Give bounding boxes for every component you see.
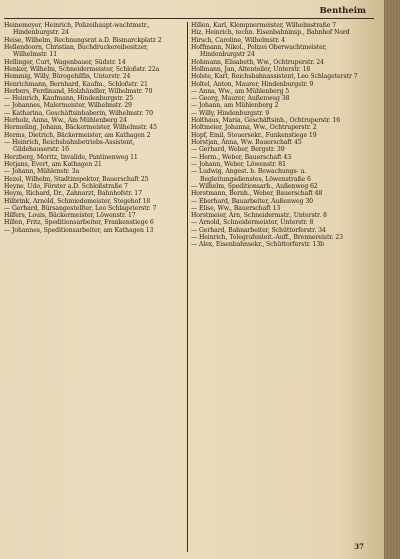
- directory-entry: Horstmann, Bernh., Weber, Bauerschaft 48: [191, 190, 323, 198]
- page-edge: [384, 0, 400, 559]
- directory-entry: — Gerhard, Bahnarbeiter, Schüttorferstr. 34: [191, 226, 326, 234]
- directory-entry: Horstmeier, Arn, Schneidermstr., Unterstr. 8: [191, 212, 327, 220]
- directory-entry: Holtmeier, Johanna, Ww., Ochtruperstr. 2: [191, 124, 317, 132]
- directory-entry: Herms, Dietrich, Bäckermeister, am Kathagen 2: [4, 131, 151, 139]
- directory-entry: — Johannes, Malermeister, Wilhelmstr. 29: [4, 102, 132, 110]
- directory-entry: Hilfers, Louis, Bäckermeister, Löwenstr. 17: [4, 212, 136, 220]
- directory-entry: — Johann, am Mühlenberg 2: [191, 102, 279, 110]
- directory-entry: — Heinrich, Telegrafenleit.-Auff., Brennereistr. 23: [191, 234, 343, 242]
- directory-entry: — Eberhard, Bauarbeiter, Außenweg 30: [191, 197, 313, 205]
- column-divider: [187, 22, 188, 552]
- left-column: [4, 22, 182, 234]
- directory-entry: Herzberg, Moritz, Invalide, Pantinenweg 11: [4, 153, 138, 161]
- directory-entry: Hellinger, Curt, Wagenbauer, Südstr. 14: [4, 58, 126, 66]
- directory-entry: — Johann, Weber, Löwenstr. 81: [191, 160, 286, 168]
- directory-entry: Hohmann, Elisabeth, Ww., Ochtruperstr. 24: [191, 58, 324, 66]
- directory-entry: — Gerhard, Bürsangestellter, Leo Schlageterstr. 7: [4, 204, 157, 212]
- directory-entry: Heise, Wilhelm, Rechnungsrat a.D. Bismarckplatz 2: [4, 36, 162, 44]
- directory-entry: — Georg, Maurer, Außenweg 38: [191, 95, 290, 103]
- directory-entry: Heym, Richard, Dr., Zahnarzt, Bahnhofstr. 17: [4, 190, 142, 198]
- directory-entry: Henker, Wilhelm, Schneidermeister, Schloßstr. 22a: [4, 65, 160, 73]
- directory-entry: — Willy, Hindenburgstr. 9: [191, 109, 270, 117]
- directory-entry: Hollmann, Jan, Altenteiler, Unterstr. 18: [191, 65, 311, 73]
- directory-entry: Hopf, Emil, Steuersekr., Funkenstiege 19: [191, 131, 317, 139]
- directory-entry: Horstjan, Anna, Ww. Bauerschaft 45: [191, 139, 302, 146]
- directory-entry: Hillen, Karl, Klempnermeister, Wilhelmstraße 7: [191, 22, 336, 29]
- directory-entry: Henrichmann, Bernhard, Kaufm., Schloßstr. 21: [4, 80, 148, 88]
- directory-entry: — Arnold, Schneidermeister, Unterstr. 8: [191, 219, 314, 227]
- directory-entry: — Wilhelm, Speditionsarb., Außenweg 62: [191, 182, 318, 190]
- directory-entry: Hezel, Wilhelm, Stadtinspektor, Bauerschaft 25: [4, 175, 149, 183]
- header-rule: [4, 18, 374, 19]
- directory-entry: Hillen, Fritz, Speditionsarbeiter, Frankenstiege 6: [4, 219, 154, 227]
- directory-entry: — Heinrich, Reichsbahnbetriebs-Assistent, Gildehauserstr. 16: [4, 139, 135, 154]
- directory-entry: — Ludwig, Angest. b. Bewachungs- u. Begleitungsdienstes, Löwenstraße 6: [191, 168, 311, 183]
- directory-entry: Heyne, Udo, Förster a.D. Schloßstraße 7: [4, 182, 128, 190]
- directory-entry: Herbers, Ferdinand, Holzhändler, Wilhelmstr. 70: [4, 87, 153, 95]
- directory-entry: — Herm., Weber, Bauerschaft 43: [191, 153, 292, 161]
- directory-entry: — Johannes, Speditionsarbeiter, am Kathagen 13: [4, 226, 154, 234]
- directory-entry: Hoffmann, Nikol., Polizei Oberwachtmeister, Hindenburgstr 24: [191, 43, 327, 59]
- directory-entry: Herholz, Anna, Ww., Am Mühlenberg 24: [4, 117, 127, 125]
- directory-entry: Hetjans, Evert, am Kathagen 21: [4, 160, 102, 168]
- directory-entry: — Gerhard, Weber, Bergstr. 39: [191, 146, 285, 154]
- directory-entry: Hirsch, Caroline, Wilhelmstr. 4: [191, 36, 285, 44]
- page-header: Bentheim: [319, 6, 366, 16]
- directory-entry: — Alex, Eisenbahnsekr., Schüttorferstr. 13b: [191, 241, 325, 249]
- directory-entry: Hiz, Heinrich, techn. Eisenbahninsp., Bahnhof Nord: [191, 29, 350, 37]
- right-column: [191, 22, 369, 249]
- directory-entry: Hellendoorn, Christian, Buchdruckereibesitzer, Wilhelmstr. 11: [4, 43, 149, 59]
- directory-entry: Holtel, Anton, Maurer, Hindenburgstr. 9: [191, 80, 314, 88]
- directory-entry: — Heinrich, Kaufmann, Hindenburgstr. 25: [4, 95, 134, 103]
- directory-entry: Hemmig, Willy, Bürogehilfin, Unterstr. 24: [4, 73, 131, 81]
- directory-entry: — Johann, Mühlenstr. 3a: [4, 168, 80, 176]
- directory-entry: Heinemeyer, Heinrich, Polizeihaupt-wachtmstr., Hindenburgstr. 24: [4, 22, 150, 37]
- directory-entry: Hilbrink, Arnold, Schmiedemeister, Stegehof 18: [4, 197, 151, 205]
- directory-entry: Hermeling, Johann, Bäckermeister, Wilhelmstr. 45: [4, 124, 157, 132]
- directory-entry: Holste, Karl, Reichsbahnassistent, Leo Schlageterstr 7: [191, 73, 358, 81]
- directory-entry: — Katharina, Geschäftsinhaberin, Wilhelmstr. 70: [4, 109, 153, 117]
- page-number: 37: [354, 542, 364, 551]
- directory-entry: — Elise, Ww., Bauerschaft 13: [191, 204, 281, 212]
- directory-entry: Holthaus, Maria, Geschäftsinh., Ochtruperstr. 16: [191, 117, 341, 125]
- directory-entry: — Anna, Ww., am Mühlenberg 5: [191, 87, 290, 95]
